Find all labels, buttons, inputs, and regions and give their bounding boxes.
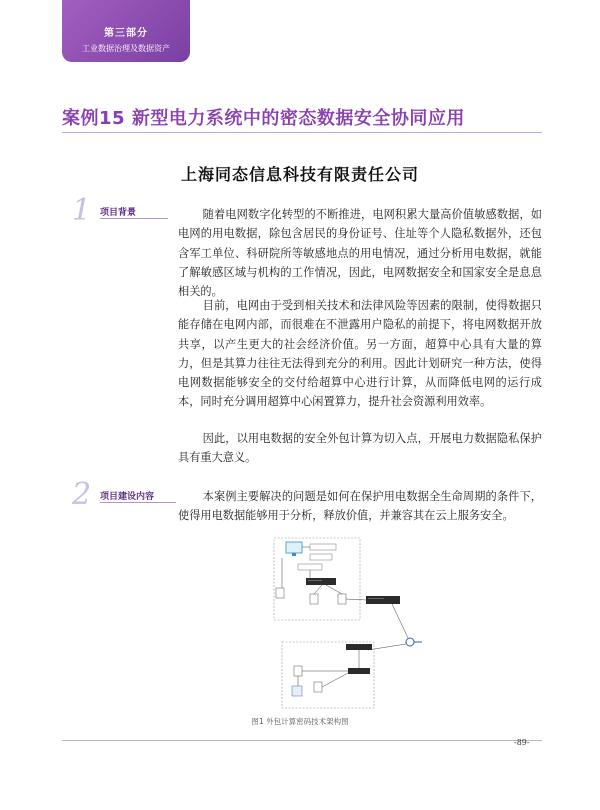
title-divider [62,132,542,133]
document-icon [338,594,346,604]
architecture-diagram-svg [262,532,462,712]
figure-caption: 图1 外包计算密码技术架构图 [251,717,349,726]
section-1-paragraph-3: 因此，以用电数据的安全外包计算为切入点，开展电力数据隐私保护具有重大意义。 [178,432,542,465]
client-box-3 [298,564,322,570]
section-1-paragraph-2: 目前，电网由于受到相关技术和法律风险等因素的限制，使得数据只能存储在电网内部，而很难在不泄露用户隐私的前提下，将电网数据开放共享，以产生更大的社会经济价值。另一方面，超算中心具有大量的算力，但是其算力往往无法得到充分的利用。因此计划研究一种方法，使得电网数据能够安全的交付给超算中心进行计算，从而降低电网的运行成本，同时充分调用超算中心闲置算力，提升社会资源利用效率。 [178,299,542,409]
arrow [392,604,408,638]
server-icon [366,596,400,604]
section-2-underline [100,502,176,503]
server-detail [308,580,322,581]
arrow [322,673,348,687]
document-icon [276,588,284,598]
server-icon [346,644,372,650]
monitor-icon [286,542,302,553]
document-icon [314,682,322,692]
arrow [346,599,366,600]
section-1-paragraph-1: 随着电网数字化转型的不断推进，电网积累大量高价值敏感数据，如电网的用电数据，除包含居民的身份证号、住址等个人隐私数据外，还包含军工单位、科研院所等敏感地点的用电情况，通过分析用电数据，就能了解敏感区域与机构的工作情况，因此，电网数据安全和国家安全是息息相关的。 [178,208,542,299]
part-label: 第三部分 [104,28,148,39]
key-icon [406,638,414,646]
section-1-number: 1 [72,193,92,228]
arrow [326,585,342,594]
server-icon [348,668,370,674]
monitor-stand [292,553,296,556]
client-box-1 [310,544,336,550]
footer-divider [62,740,542,741]
client-box-2 [310,554,332,560]
architecture-diagram [262,532,462,712]
part-tab [62,0,190,62]
section-2-label: 项目建设内容 [100,492,155,502]
database-icon [292,686,302,696]
arrow [314,585,322,594]
section-2-paragraph-1: 本案例主要解决的问题是如何在保护用电数据全生命周期的条件下，使得用电数据能够用于分析，释放价值，并兼容其在云上服务安全。 [178,490,542,523]
section-1-underline [100,218,168,219]
document-icon [294,666,302,676]
document-icon [310,594,318,604]
case-title: 案例15 新型电力系统中的密态数据安全协同应用 [62,108,465,129]
section-2-number: 2 [72,477,92,512]
part-subtitle: 工业数据治理及数据资产 [82,44,170,53]
page-number: -89- [514,738,530,747]
server-icon [306,578,336,585]
server-detail [368,598,384,599]
company-name: 上海同态信息科技有限责任公司 [180,165,419,184]
section-1-label: 项目背景 [100,208,137,218]
